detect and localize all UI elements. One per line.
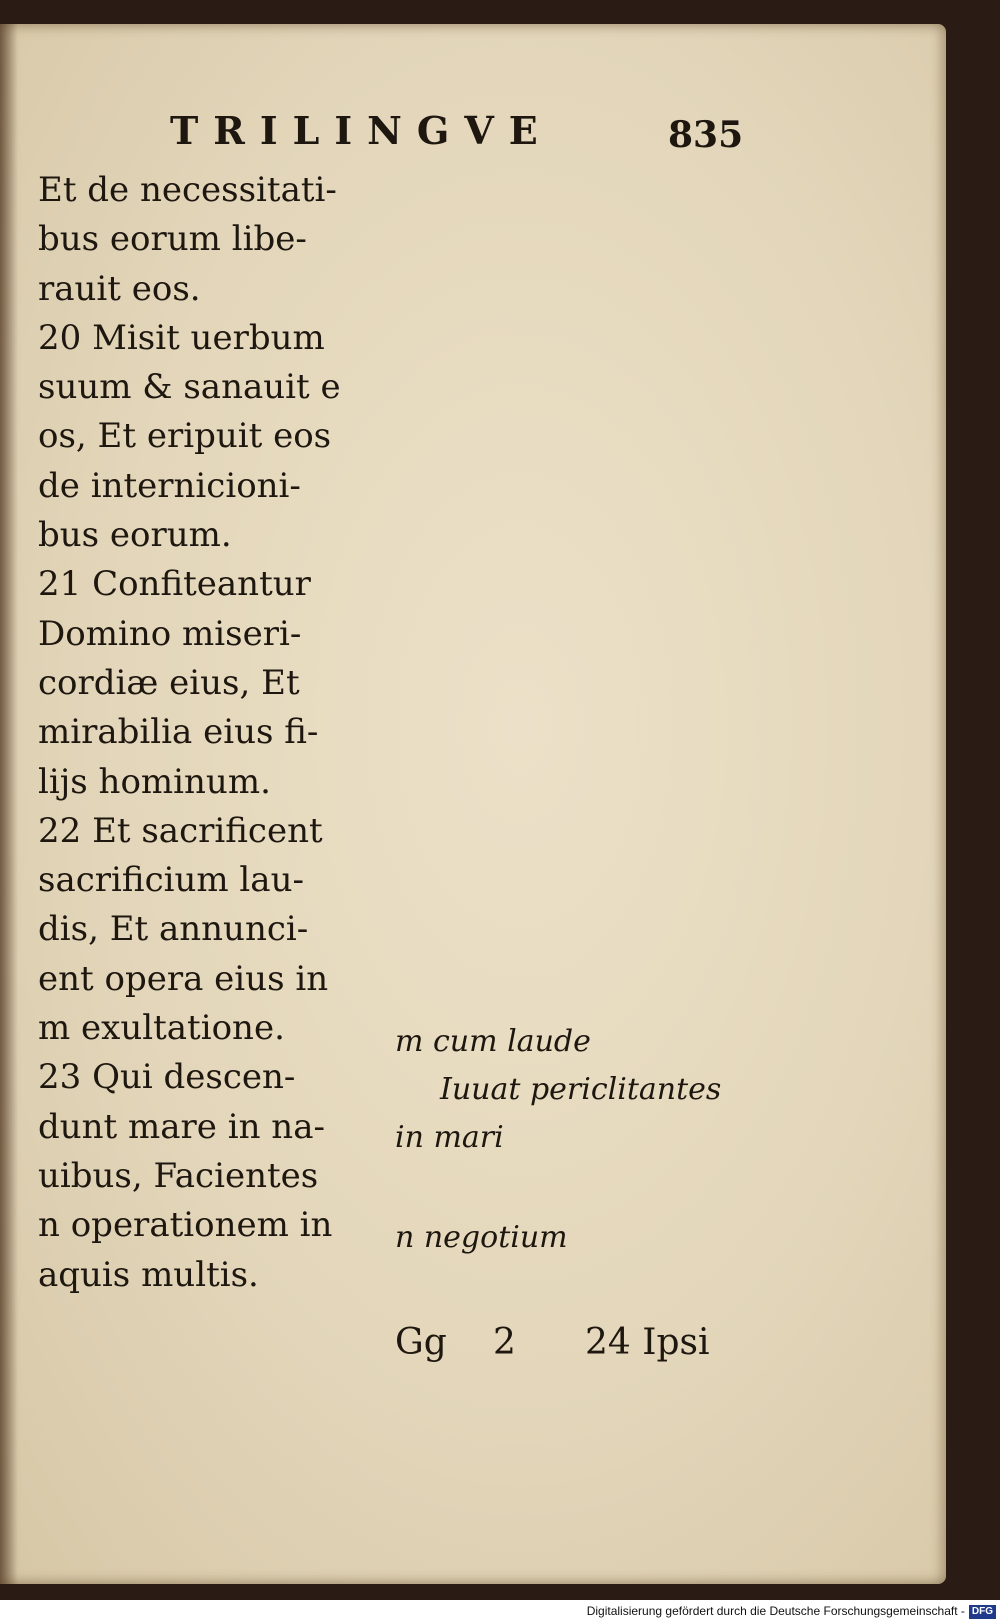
text-line: sacrificium lau-: [38, 860, 304, 901]
text-line: Domino miseri-: [38, 613, 302, 654]
text-line: aquis multis.: [38, 1254, 259, 1295]
text-line: ent opera eius in: [38, 958, 329, 999]
margin-note: Iuuat periclitantes: [440, 1072, 722, 1107]
signature-number: 2: [493, 1322, 516, 1363]
credit-text: Digitalisierung gefördert durch die Deutsche Forschungsgemeinschaft -: [586, 1604, 965, 1618]
margin-note: m cum laude: [395, 1024, 591, 1059]
text-line: rauit eos.: [38, 268, 201, 309]
digitization-credit: [0, 1600, 1000, 1622]
catchword: 24 Ipsi: [585, 1322, 710, 1363]
page-number: 835: [668, 114, 744, 156]
text-line: lijs hominum.: [38, 761, 271, 802]
text-line: 21 Confiteantur: [38, 564, 311, 605]
text-line: de internicioni-: [38, 465, 301, 506]
text-line: m exultatione.: [38, 1008, 285, 1049]
text-line: 22 Et sacrificent: [38, 810, 323, 851]
text-line: bus eorum.: [38, 515, 232, 556]
margin-note: in mari: [395, 1120, 504, 1155]
text-line: dunt mare in na-: [38, 1106, 325, 1147]
text-line: 20 Misit uerbum: [38, 317, 325, 358]
text-line: mirabilia eius fi-: [38, 712, 319, 753]
text-line: dis, Et annunci-: [38, 909, 309, 950]
text-line: bus eorum libe-: [38, 219, 307, 260]
text-line: n operationem in: [38, 1205, 333, 1246]
book-page: [0, 24, 946, 1584]
gutter-shadow: [0, 24, 18, 1584]
text-line: suum & sanauit e: [38, 367, 341, 408]
signature-mark: Gg: [395, 1322, 447, 1363]
text-line: uibus, Facientes: [38, 1155, 319, 1196]
margin-note: n negotium: [395, 1220, 568, 1255]
text-line: os, Et eripuit eos: [38, 416, 332, 457]
text-line: cordiæ eius, Et: [38, 662, 300, 703]
running-head: TRILINGVE: [170, 108, 553, 153]
text-line: Et de necessitati-: [38, 170, 337, 210]
dfg-logo: DFG: [969, 1605, 996, 1619]
text-line: 23 Qui descen-: [38, 1057, 296, 1098]
main-text-column: [38, 166, 378, 1300]
